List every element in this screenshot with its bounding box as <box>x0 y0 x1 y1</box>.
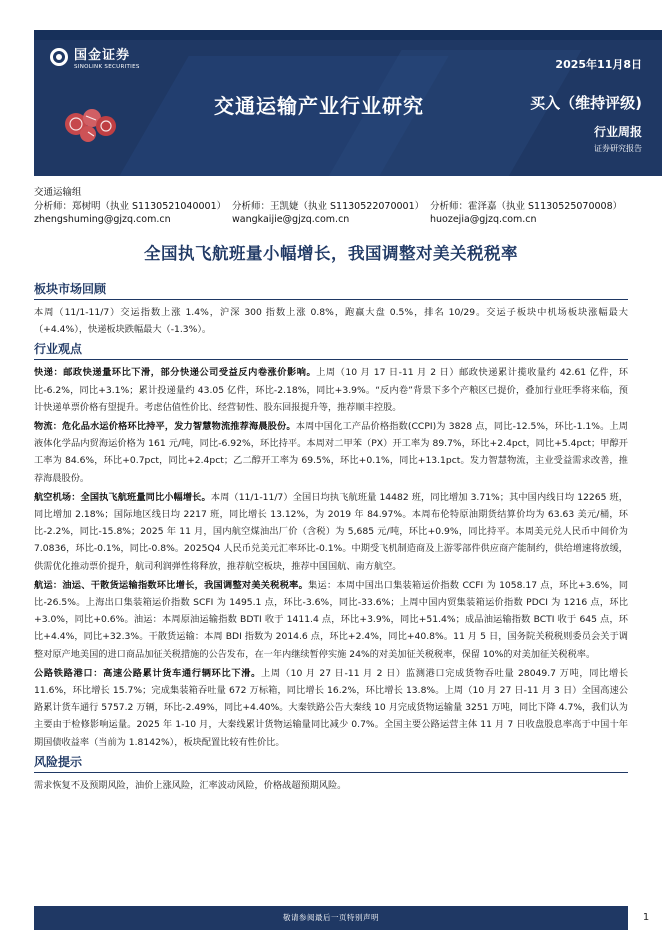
header-top-stripe <box>34 30 662 40</box>
report-body <box>34 278 628 796</box>
brand-logo <box>50 44 140 70</box>
red-seal-stamp-icon <box>62 98 122 146</box>
logistics-lead: 物流：危化品水运价格环比持平，发力智慧物流推荐海晨股份。 <box>34 421 296 433</box>
section-title-risk: 风险提示 <box>34 753 628 773</box>
author-block <box>34 186 634 227</box>
author-label: 分析师：郑树明（执业 S1130521040001） <box>34 200 227 212</box>
port-lead: 公路铁路港口：高速公路累计货车通行辆环比下滑。 <box>34 667 262 679</box>
report-date: 2025年11月8日 <box>555 58 642 71</box>
brand-logo-icon <box>50 48 68 66</box>
report-subtype: 证券研究报告 <box>594 144 642 153</box>
shipping-text: 集运：本周中国出口集装箱运价指数 CCFI 为 1058.17 点，环比+3.6%，同比-26.5%。上海出口集装箱运价指数 SCFI 为 1495.1 点，环比-3.6%，同比-33.6%；上周中国内贸集装箱运价指数 PDCI 为 1216 点，环比+3.0%，同比+0.6%。油运：本周原油运输指数 BDTI 收于 1411.4 点，环比+3.9%，同比+51.4%；成品油运输指数 BCTI 收于 645 点，环比+4.4%，同比+32.3%。干散货运输：本周 BDI 指数为 2014.6 点，环比+2.4%，同比+40.8%。11 月 5 日，国务院关税税则委员会关于调整对原产地美国的进口商品加征关税措施的公告发布，在一年内继续暂停实施 24%的对美加征关税税率，保留 10%的对美加征关税税率。 <box>34 579 629 660</box>
logistics-paragraph <box>34 418 628 487</box>
footer-disclaimer-bar[interactable]: 敬请参阅最后一页特别声明 <box>34 906 628 930</box>
airport-paragraph <box>34 489 628 575</box>
brand-name-cn: 国金证券 <box>74 48 131 63</box>
express-paragraph <box>34 364 628 416</box>
section-title-market: 板块市场回顾 <box>34 280 628 300</box>
brand-name-en: SINOLINK SECURITIES <box>74 64 140 70</box>
airport-lead: 航空机场：全国执飞航班量同比小幅增长。 <box>34 491 211 503</box>
author-label: 分析师：王凯婕（执业 S1130522070001） <box>232 200 425 212</box>
express-lead: 快递：邮政快递量环比下滑，部分快递公司受益反内卷涨价影响。 <box>34 367 317 379</box>
research-group: 交通运输组 <box>34 187 82 198</box>
author-email[interactable]: wangkaijie@gjzq.com.cn <box>232 214 350 225</box>
market-review-text: 本周（11/1-11/7）交运指数上涨 1.4%，沪深 300 指数上涨 0.8%，跑赢大盘 0.5%，排名 10/29。交运子板块中机场板块涨幅最大（+4.4%），快递板块跌幅最大（-1.3%）。 <box>34 307 628 336</box>
report-type: 行业周报 <box>593 125 642 139</box>
author-list <box>34 200 634 227</box>
author-email[interactable]: zhengshuming@gjzq.com.cn <box>34 214 171 225</box>
logistics-text: 本周中国化工产品价格指数(CCPI)为 3828 点，同比-12.5%，环比-1.1%。上周液体化学品内贸海运价格为 161 元/吨，同比-6.92%，环比持平。本周对二甲苯（PX）开工率为 89.7%，环比+2.4pct，同比+5.4pct；甲醇开工率为 84.6%，环比+0.7pct，同比+2.4pct；乙二醇开工率为 69.5%，环比+0.1%，同比+13.1pct。发力智慧物流，主业受益需求改善，推荐海晨股份。 <box>34 421 628 484</box>
rating-badge: 买入（维持评级) <box>530 94 642 112</box>
airport-text: 本周（11/1-11/7）全国日均执飞航班量 14482 班，同比增加 3.71%；其中国内线日均 12265 班，同比增加 2.18%；国际地区线日均 2217 班，同比增长 13.12%，为 2019 年 84.97%。本周布伦特原油期货结算价均为 63.63 美元/桶，环比-2.2%，同比-15.8%；2025 年 11 月，国内航空煤油出厂价（含税）为 5,685 元/吨，环比+0.9%，同比持平。本周美元兑人民币中间价为 7.0836，环比-0.1%，同比-0.8%。2025Q4 人民币兑美元汇率环比-0.1%。中期受飞机制造商及上游零部件供应商产能制约，供给增速将放缓，供需优化推动票价提升，航司利润弹性将释放，推荐航空板块，推荐中国国航、南方航空。 <box>34 491 628 572</box>
section-title-view: 行业观点 <box>34 340 628 360</box>
report-headline: 全国执飞航班量小幅增长，我国调整对美关税税率 <box>144 244 518 263</box>
report-header-banner <box>34 30 662 176</box>
author-label: 分析师：霍泽嘉（执业 S1130525070008） <box>430 200 623 212</box>
risk-text: 需求恢复不及预期风险，油价上涨风险，汇率波动风险，价格战超预期风险。 <box>34 779 347 791</box>
shipping-lead: 航运：油运、干散货运输指数环比增长，我国调整对美关税税率。 <box>34 579 309 591</box>
port-text: 上周（10 月 27 日-11 月 2 日）监测港口完成货物吞吐量 28049.7 万吨，同比增长 11.6%，环比增长 15.7%；完成集装箱吞吐量 672 万标箱，同比增长 16.2%，环比增长 13.8%。上周（10 月 27 日-11 月 3 日）全国高速公路累计货车通行 5757.2 万辆，环比-2.49%，同比+4.40%。大秦铁路公告大秦线 10 月完成货物运输量 3251 万吨，同比下降 4.7%，我们认为主要由于检修影响运量。2025 年 1-10 月，大秦线累计货物运输量同比减少 0.7%。全国主要公路运营主体 11 月 7 日收盘股息率高于中国十年期国债收益率（当前为 1.8142%），板块配置比较有性价比。 <box>34 667 629 748</box>
page-number: 1 <box>642 912 650 923</box>
port-paragraph <box>34 665 628 751</box>
express-text: 上周（10 月 17 日-11 月 2 日）邮政快递累计揽收量约 42.61 亿件，环比-6.2%，同比+3.1%；累计投递量约 43.05 亿件，环比-2.18%，同比+3.9%。“反内卷”背景下多个产粮区已提价，叠加行业旺季将来临，预计快递单票价格有望提升。考虑估值性价比、经营韧性、股东回报提升等，推荐顺丰控股。 <box>34 367 628 413</box>
shipping-paragraph <box>34 577 628 663</box>
report-title: 交通运输产业行业研究 <box>214 94 424 118</box>
author-email[interactable]: huozejia@gjzq.com.cn <box>430 214 537 225</box>
